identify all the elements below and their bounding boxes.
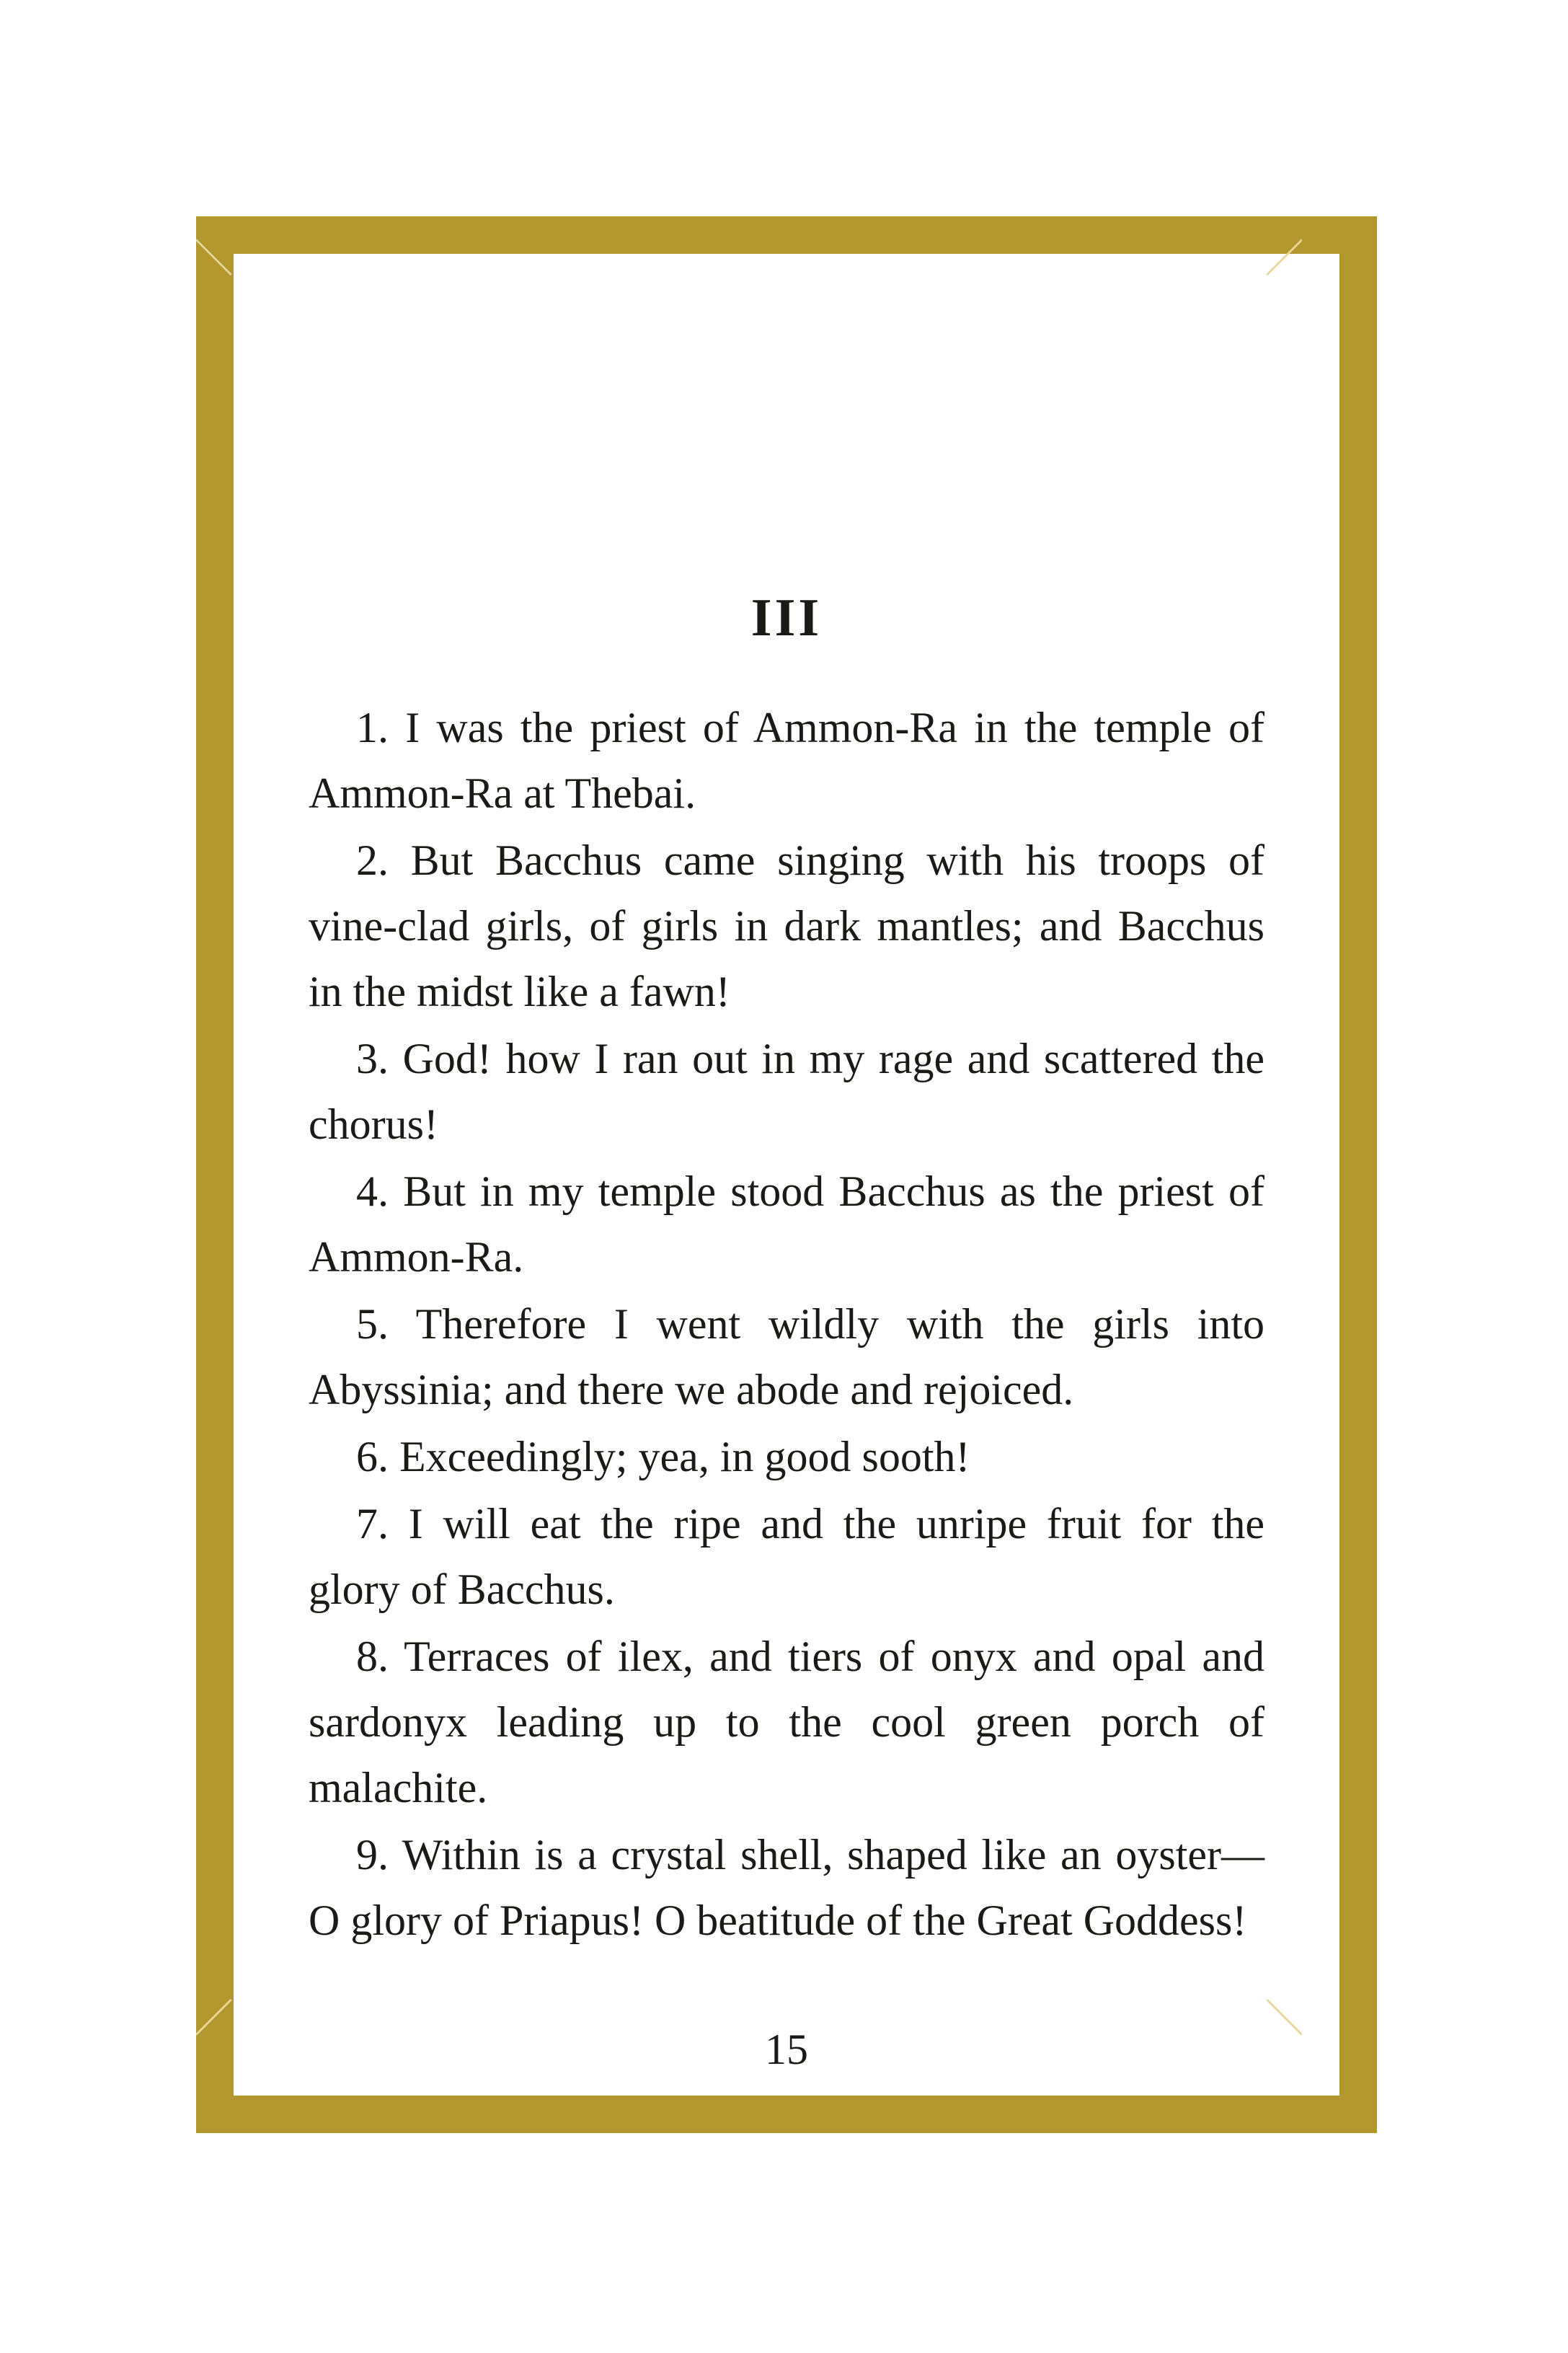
- verse-number: 8.: [356, 1633, 389, 1680]
- verse-number: 6.: [356, 1433, 389, 1480]
- page-number: 15: [765, 2026, 808, 2073]
- verse-number: 2.: [356, 836, 389, 884]
- verse-text: But Bacchus came singing with his troops of vine-clad girls, of girls in dark mantles; and Bacchus in the midst like a fawn!: [309, 836, 1264, 1015]
- text-block: [309, 588, 1264, 1955]
- chapter-title: III: [750, 588, 823, 648]
- verse-text: Terraces of ilex, and tiers of onyx and opal and sardonyx leading up to the cool green porch of malachite.: [309, 1633, 1264, 1811]
- verse-number: 5.: [356, 1300, 389, 1348]
- verse-7: [309, 1491, 1264, 1624]
- verse-6: [309, 1424, 1264, 1491]
- verse-5: [309, 1292, 1264, 1424]
- verse-text: Therefore I went wildly with the girls into Abyssinia; and there we abode and rejoiced.: [309, 1300, 1264, 1413]
- verse-text: Within is a crystal shell, shaped like an oyster—O glory of Priapus! O beatitude of the Great Goddess!: [309, 1831, 1264, 1944]
- verse-3: [309, 1026, 1264, 1159]
- verse-number: 7.: [356, 1500, 389, 1548]
- verse-number: 3.: [356, 1035, 389, 1082]
- verse-number: 9.: [356, 1831, 389, 1879]
- verse-8: [309, 1624, 1264, 1822]
- verse-1: [309, 695, 1264, 828]
- verse-4: [309, 1159, 1264, 1292]
- verse-text: But in my temple stood Bacchus as the priest of Ammon-Ra.: [309, 1167, 1264, 1281]
- verse-text: God! how I ran out in my rage and scattered the chorus!: [309, 1035, 1264, 1148]
- verse-2: [309, 828, 1264, 1026]
- verse-text: I will eat the ripe and the unripe fruit for the glory of Bacchus.: [309, 1500, 1264, 1613]
- verse-number: 1.: [356, 704, 389, 751]
- verse-text: I was the priest of Ammon-Ra in the temple of Ammon-Ra at Thebai.: [309, 704, 1264, 817]
- verse-number: 4.: [356, 1167, 389, 1215]
- verse-9: [309, 1822, 1264, 1955]
- verse-text: Exceedingly; yea, in good sooth!: [389, 1433, 970, 1480]
